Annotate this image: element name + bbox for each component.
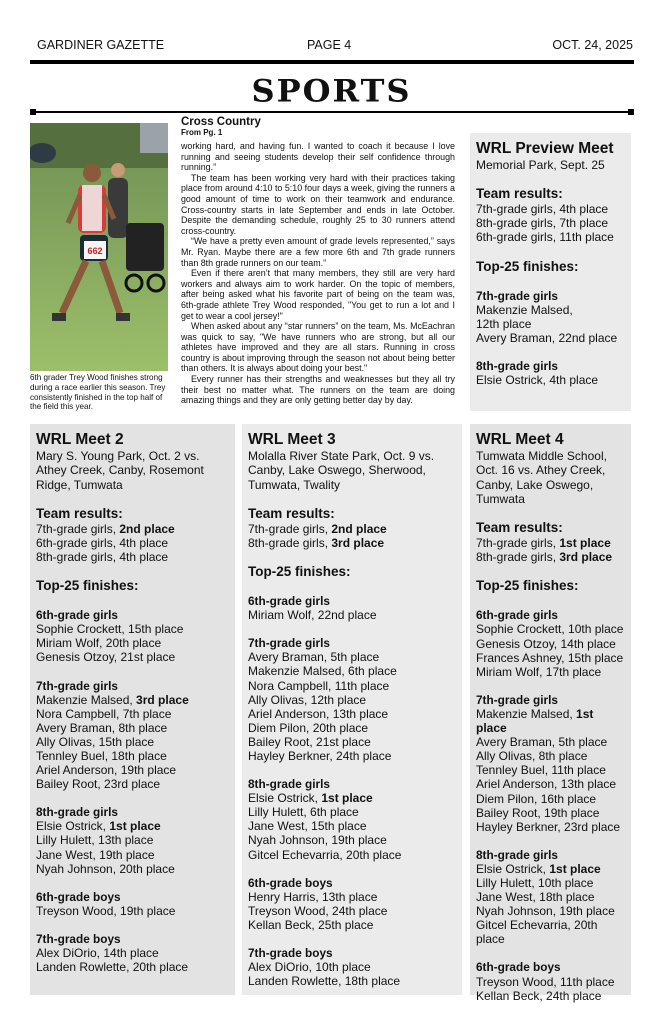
result-text: Lilly Hulett, 6th place (248, 805, 359, 820)
top-finishes-heading: Top-25 finishes: (476, 258, 579, 274)
result-text: Makenzie Malsed, (36, 692, 137, 707)
result-text: Miriam Wolf, 20th place (36, 636, 162, 651)
result-line (476, 373, 625, 387)
team-results-heading: Team results: (36, 505, 123, 521)
result-line (248, 974, 456, 988)
meet-location-line: Ridge, Tumwata (36, 477, 123, 492)
result-text: 7th-grade girls, (476, 536, 560, 551)
result-text: place (476, 932, 505, 947)
result-line (476, 932, 625, 946)
result-text: Jane West, 18th place (476, 890, 595, 905)
preview-meet-box (470, 133, 631, 411)
runner-photo (30, 123, 168, 371)
article-body (181, 141, 455, 406)
result-text: Gitcel Echevarria, 20th (476, 918, 598, 933)
result-line (476, 749, 625, 763)
article-paragraph: Even if there aren’t that many members, they still are very hard workers and always aim to work harder. On the topic of members, after being asked what his favorite part of being on the team was, 6th-grade athlete Trey Wood responded, "You get to run a lot and I get to wear a cool jersey!" (181, 268, 455, 321)
result-text: 12th place (476, 316, 532, 331)
result-line (476, 820, 625, 834)
result-line (248, 890, 456, 904)
result-line (36, 946, 229, 960)
team-results-heading: Team results: (248, 505, 335, 521)
result-text: Nyah Johnson, 19th place (248, 833, 387, 848)
result-text: Alex DiOrio, 10th place (248, 960, 371, 975)
result-text: Sophie Crockett, 10th place (476, 622, 624, 637)
result-text: Elsie Ostrick, 4th place (476, 373, 599, 388)
group-heading: 8th-grade girls (476, 358, 558, 373)
result-text: Frances Ashney, 15th place (476, 650, 624, 665)
result-line (36, 904, 229, 918)
group-heading: 6th-grade boys (476, 960, 561, 975)
result-line (476, 317, 625, 331)
result-text: Jane West, 19th place (36, 847, 155, 862)
result-line (476, 918, 625, 932)
result-text: Avery Braman, 5th place (248, 650, 380, 665)
result-line (476, 735, 625, 749)
group-heading: 7th-grade boys (248, 946, 333, 961)
result-placement: 2nd place (331, 521, 387, 536)
result-line (476, 665, 625, 679)
result-line (36, 749, 229, 763)
result-text: Makenzie Malsed, (476, 302, 573, 317)
result-line (248, 749, 456, 763)
top-finishes-heading: Top-25 finishes: (476, 578, 579, 594)
result-text: 7th-grade girls, 4th place (476, 202, 609, 217)
article-title: Cross Country (181, 116, 261, 128)
result-text: Nyah Johnson, 20th place (36, 861, 175, 876)
meet-title: WRL Preview Meet (476, 140, 614, 157)
result-line (476, 651, 625, 665)
result-line (36, 848, 229, 862)
result-line (248, 848, 456, 862)
result-line (248, 918, 456, 932)
meet-location-line: Canby, Lake Oswego, Sherwood, (248, 463, 426, 478)
section-title: SPORTS (251, 72, 412, 110)
result-line (248, 536, 456, 550)
meet-location-line: Oct. 16 vs. Athey Creek, (476, 463, 606, 478)
result-text: Ally Olivas, 12th place (248, 692, 367, 707)
result-text: Nora Campbell, 11th place (248, 678, 390, 693)
section-rule (32, 111, 632, 113)
meet-4-box (470, 424, 631, 1003)
result-line (36, 707, 229, 721)
result-line (476, 637, 625, 651)
result-text: Alex DiOrio, 14th place (36, 946, 159, 961)
runner-illustration (30, 123, 168, 371)
result-line (248, 650, 456, 664)
result-text: Hayley Berkner, 23rd place (476, 819, 621, 834)
result-text: Makenzie Malsed, 6th place (248, 664, 397, 679)
result-text: Ariel Anderson, 13th place (248, 706, 389, 721)
result-text: Nyah Johnson, 19th place (476, 904, 615, 919)
result-text: Ariel Anderson, 13th place (476, 777, 617, 792)
issue-date: OCT. 24, 2025 (552, 38, 633, 52)
article-paragraph: Every runner has their strengths and weaknesses but they all try their best no matter what. The runners on the team are doing amazing things and they are only getting better day by day. (181, 374, 455, 406)
result-text: Diem Pilon, 16th place (476, 791, 597, 806)
result-line (476, 792, 625, 806)
result-text: Elsie Ostrick, (476, 861, 550, 876)
result-line (476, 303, 625, 317)
top-finishes-heading: Top-25 finishes: (248, 564, 351, 580)
result-placement: 1st place (476, 706, 594, 736)
result-line (36, 693, 229, 707)
result-line (248, 707, 456, 721)
group-heading: 6th-grade girls (248, 594, 330, 609)
result-line (36, 536, 229, 550)
result-text: Miriam Wolf, 17th place (476, 664, 602, 679)
meet-location-line: Tumwata (476, 491, 525, 506)
meet-location-line: Molalla River State Park, Oct. 9 vs. (248, 449, 435, 463)
result-text: Gitcel Echevarria, 20th place (248, 847, 402, 862)
result-text: Makenzie Malsed, (476, 706, 577, 721)
result-line (36, 763, 229, 777)
meet-location: Memorial Park, Sept. 25 (476, 158, 605, 172)
result-line (476, 550, 625, 564)
result-line (36, 777, 229, 791)
result-text: Tennley Buel, 18th place (36, 749, 167, 764)
result-text: Tennley Buel, 11th place (476, 763, 606, 778)
group-heading: 8th-grade girls (248, 777, 330, 792)
group-heading: 6th-grade girls (476, 608, 558, 623)
result-line (476, 707, 625, 735)
result-text: Hayley Berkner, 24th place (248, 749, 392, 764)
result-text: Treyson Wood, 11th place (476, 974, 615, 989)
result-text: Avery Braman, 5th place (476, 735, 608, 750)
result-line (36, 721, 229, 735)
page-number: PAGE 4 (307, 38, 352, 52)
bib-number: 662 (87, 246, 103, 256)
result-text: Landen Rowlette, 18th place (248, 974, 401, 989)
result-text: Bailey Root, 23rd place (36, 777, 161, 792)
result-text: 8th-grade girls, (248, 535, 332, 550)
result-line (36, 735, 229, 749)
result-text: Miriam Wolf, 22nd place (248, 608, 377, 623)
article-paragraph: When asked about any “star runners” on the team, Ms. McEachran was quick to say, "We have runners who are strong, but all our athletes have improved and they are all stars. Running in cross country is about improving through the season not about being better than others. It is always about doing your best." (181, 321, 455, 374)
result-line (36, 960, 229, 974)
result-line (248, 608, 456, 622)
meet-2-box (30, 424, 235, 995)
result-placement: 1st place (109, 819, 161, 834)
result-line (248, 664, 456, 678)
result-text: 6th-grade girls, 4th place (36, 535, 169, 550)
result-placement: 1st place (321, 791, 373, 806)
result-line (248, 679, 456, 693)
result-line (36, 833, 229, 847)
result-line (248, 805, 456, 819)
result-line (36, 862, 229, 876)
group-heading: 7th-grade boys (36, 931, 121, 946)
result-line (248, 693, 456, 707)
meet-location-line: Tumwata, Twality (248, 477, 341, 492)
result-text: Avery Braman, 8th place (36, 720, 168, 735)
team-results-heading: Team results: (476, 520, 563, 536)
meet-location-line: Canby, Lake Oswego, (476, 477, 594, 492)
result-line (476, 904, 625, 918)
result-text: Ally Olivas, 15th place (36, 734, 155, 749)
result-placement: 3rd place (136, 692, 189, 707)
result-line (476, 890, 625, 904)
result-line (476, 230, 625, 244)
result-text: Avery Braman, 22nd place (476, 330, 618, 345)
result-text: Landen Rowlette, 20th place (36, 960, 189, 975)
result-text: Henry Harris, 13th place (248, 889, 378, 904)
result-text: Ally Olivas, 8th place (476, 749, 588, 764)
meet-title: WRL Meet 2 (36, 431, 124, 448)
article-paragraph: working hard, and having fun. I wanted to coach it because I love running and seeing students develop their self confidence through running.” (181, 141, 455, 173)
result-line (248, 721, 456, 735)
group-heading: 6th-grade boys (248, 875, 333, 890)
group-heading: 7th-grade girls (476, 692, 558, 707)
result-text: Treyson Wood, 19th place (36, 903, 176, 918)
result-line (36, 550, 229, 564)
result-text: Jane West, 15th place (248, 819, 367, 834)
group-heading: 7th-grade girls (476, 288, 558, 303)
result-text: Sophie Crockett, 15th place (36, 622, 184, 637)
meet-location-line: Athey Creek, Canby, Rosemont (36, 463, 204, 478)
meet-location-line: Tumwata Middle School, (476, 449, 607, 463)
result-text: Diem Pilon, 20th place (248, 720, 369, 735)
group-heading: 7th-grade girls (36, 678, 118, 693)
rule-end-dot-left (30, 109, 36, 115)
header-rule (30, 60, 634, 64)
meet-3-box (242, 424, 462, 995)
result-line (476, 806, 625, 820)
group-heading: 8th-grade girls (476, 847, 558, 862)
result-text: 7th-grade girls, (248, 521, 332, 536)
team-results-heading: Team results: (476, 186, 563, 202)
result-line (476, 763, 625, 777)
result-text: 7th-grade girls, (36, 521, 120, 536)
result-text: Genesis Otzoy, 14th place (476, 636, 616, 651)
result-line (36, 636, 229, 650)
masthead-name: GARDINER GAZETTE (37, 38, 165, 52)
result-text: Elsie Ostrick, (36, 819, 110, 834)
result-text: Treyson Wood, 24th place (248, 903, 388, 918)
group-heading: 6th-grade boys (36, 889, 121, 904)
result-line (476, 989, 625, 1003)
result-line (36, 622, 229, 636)
result-line (248, 833, 456, 847)
result-text: Kellan Beck, 24th place (476, 988, 602, 1003)
result-line (476, 975, 625, 989)
result-text: 8th-grade girls, 4th place (36, 550, 169, 565)
top-finishes-heading: Top-25 finishes: (36, 578, 139, 594)
group-heading: 8th-grade girls (36, 805, 118, 820)
result-line (476, 216, 625, 230)
result-line (476, 862, 625, 876)
result-line (476, 331, 625, 345)
result-line (476, 876, 625, 890)
result-line (476, 536, 625, 550)
photo-caption: 6th grader Trey Wood finishes strong during a race earlier this season. Trey consistently finished in the top half of the field this year. (30, 373, 166, 412)
result-text: Elsie Ostrick, (248, 791, 322, 806)
rule-end-dot-right (628, 109, 634, 115)
result-text: Bailey Root, 19th place (476, 805, 600, 820)
result-placement: 1st place (559, 536, 611, 551)
result-line (476, 202, 625, 216)
result-line (248, 819, 456, 833)
article-continued: From Pg. 1 (181, 128, 223, 137)
result-line (476, 777, 625, 791)
result-line (248, 522, 456, 536)
article-paragraph: “We have a pretty even amount of grade levels represented,” says Mr. Ryan. Maybe there are a few more 6th and 7th grade runners than 8th grade runners on our team.” (181, 236, 455, 268)
result-text: 6th-grade girls, 11th place (476, 230, 614, 245)
result-line (476, 622, 625, 636)
result-line (248, 735, 456, 749)
result-text: 8th-grade girls, (476, 550, 560, 565)
result-text: Genesis Otzoy, 21st place (36, 650, 176, 665)
result-text: Nora Campbell, 7th place (36, 706, 172, 721)
result-placement: 2nd place (119, 521, 175, 536)
article-paragraph: The team has been working very hard with their practices taking place from around 4:10 to 5:10 four days a week, giving the runners a good amount of time to work on their teamwork and endurance. Cross-country starts in late September and ends in late October. Despite the demanding schedule, roughly 25 to 30 runners attend cross-country. (181, 172, 455, 236)
result-line (36, 819, 229, 833)
result-text: Lilly Hulett, 13th place (36, 833, 154, 848)
result-line (248, 904, 456, 918)
result-line (36, 522, 229, 536)
meet-title: WRL Meet 4 (476, 431, 564, 448)
result-line (36, 650, 229, 664)
result-placement: 3rd place (331, 535, 385, 550)
result-text: Kellan Beck, 25th place (248, 917, 374, 932)
meet-title: WRL Meet 3 (248, 431, 336, 448)
result-text: 8th-grade girls, 7th place (476, 216, 609, 231)
result-text: Ariel Anderson, 19th place (36, 763, 177, 778)
result-line (248, 960, 456, 974)
group-heading: 7th-grade girls (248, 636, 330, 651)
result-line (248, 791, 456, 805)
result-text: Lilly Hulett, 10th place (476, 875, 594, 890)
result-text: Bailey Root, 21st place (248, 734, 371, 749)
meet-location-line: Mary S. Young Park, Oct. 2 vs. (36, 449, 200, 463)
result-placement: 3rd place (559, 550, 613, 565)
result-placement: 1st place (549, 861, 601, 876)
group-heading: 6th-grade girls (36, 608, 118, 623)
